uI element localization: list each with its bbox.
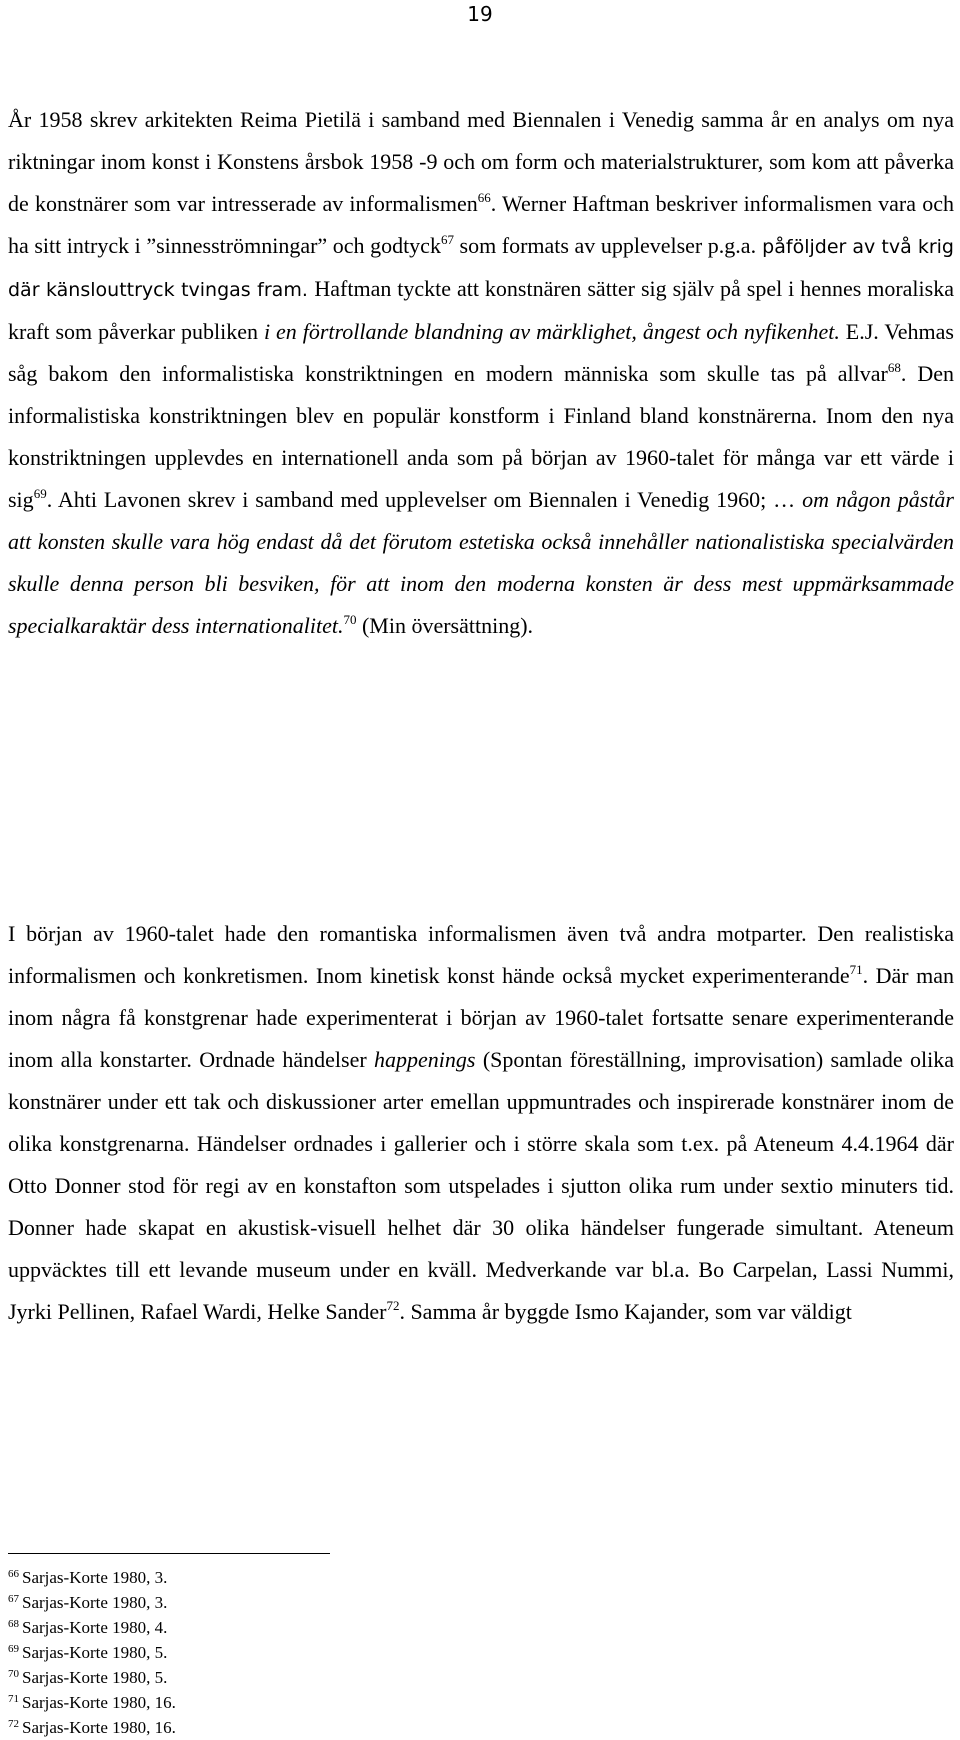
footnote-number: 71 <box>8 1693 19 1705</box>
body-paragraph-2 <box>8 913 954 1333</box>
text-run: . Samma år byggde Ismo Kajander, som var väldigt <box>399 1299 852 1324</box>
footnote-text: Sarjas-Korte 1980, 3. <box>22 1568 168 1587</box>
footnotes-list <box>8 1565 608 1740</box>
footnote-item <box>8 1590 608 1615</box>
text-run: E.J. Vehmas såg bakom den informalistiska konstriktningen en modern människa som skulle tas på allvar <box>8 319 954 386</box>
footnote-ref-71: 71 <box>849 962 863 977</box>
footnote-item <box>8 1715 608 1740</box>
text-run-italic: happenings <box>374 1047 476 1072</box>
footnote-separator <box>8 1553 330 1554</box>
footnote-item <box>8 1565 608 1590</box>
footnote-ref-68: 68 <box>887 360 901 375</box>
footnote-ref-66: 66 <box>477 190 491 205</box>
text-run-italic: i en förtrollande blandning av märklighet, ångest och nyfikenhet. <box>263 319 840 344</box>
text-run: . Där man inom några få konstgrenar hade experimenterat i början av 1960-talet fortsatte senare experimenterande inom alla konstarter. Ordnade händelser <box>8 963 954 1072</box>
page-number: 19 <box>467 2 493 26</box>
footnote-ref-69: 69 <box>33 486 47 501</box>
footnote-ref-67: 67 <box>440 232 454 247</box>
footnote-ref-70: 70 <box>343 612 357 627</box>
text-run: (Spontan föreställning, improvisation) samlade olika konstnärer under ett tak och diskussioner arter emellan uppmuntrades och inspirerade konstnärer inom de olika konstgrenarna. Händelser ordnades i gallerier och i större skala som t.ex. på Ateneum 4.4.1964 där Otto Donner stod för regi av en konstafton som utspelades i sjutton olika rum under sextio minuters tid. Donner hade skapat en akustisk-visuell helhet där 30 olika händelser fungerade simultant. Ateneum uppväcktes till ett levande museum under en kväll. Medverkande var bl.a. Bo Carpelan, Lassi Nummi, Jyrki Pellinen, Rafael Wardi, Helke Sander <box>8 1047 954 1324</box>
footnote-text: Sarjas-Korte 1980, 3. <box>22 1593 168 1612</box>
text-run: som formats av upplevelser p.g.a. <box>453 233 757 258</box>
text-run-sans: påföljder av två krig där känslouttryck tvingas fram. <box>8 236 954 301</box>
footnote-text: Sarjas-Korte 1980, 4. <box>22 1618 168 1637</box>
text-run: År 1958 skrev arkitekten Reima Pietilä i samband med Biennalen i Venedig samma år en analys om nya riktningar inom konst i Konstens årsbok 1958 -9 och om form och materialstrukturer, som kom att påverka de konstnärer som var intresserade av informalismen <box>8 107 954 216</box>
footnote-text: Sarjas-Korte 1980, 16. <box>22 1693 176 1712</box>
footnote-number: 70 <box>8 1668 19 1680</box>
footnote-number: 66 <box>8 1568 19 1580</box>
footnote-number: 68 <box>8 1618 19 1630</box>
footnote-text: Sarjas-Korte 1980, 16. <box>22 1718 176 1737</box>
text-run-italic: om någon påstår att konsten skulle vara hög endast då det förutom estetiska också innehåller nationalistiska specialvärden skulle denna person bli besviken, för att inom den moderna konsten är dess mest uppmärksammade specialkaraktär dess internationalitet. <box>8 487 954 638</box>
footnote-item <box>8 1690 608 1715</box>
body-paragraph-1 <box>8 99 954 647</box>
footnote-text: Sarjas-Korte 1980, 5. <box>22 1643 168 1662</box>
text-run: I början av 1960-talet hade den romantiska informalismen även två andra motparter. Den realistiska informalismen och konkretismen. Inom kinetisk konst hände också mycket experimenterande <box>8 921 954 988</box>
footnote-item <box>8 1665 608 1690</box>
text-run: . Den informalistiska konstriktningen blev en populär konstform i Finland bland konstnärerna. Inom den nya konstriktningen upplevdes en internationell anda som på början av 1960-talet för många var ett värde i sig <box>8 361 954 512</box>
footnote-item <box>8 1640 608 1665</box>
footnote-number: 67 <box>8 1593 19 1605</box>
text-run: . Werner Haftman beskriver informalismen vara och ha sitt intryck i ”sinnesströmningar” och godtyck <box>8 191 954 258</box>
text-run: Haftman tyckte att konstnären sätter sig själv på spel i hennes moraliska kraft som påverkar publiken <box>8 276 954 344</box>
text-run: (Min översättning). <box>356 613 534 638</box>
footnote-ref-72: 72 <box>386 1298 400 1313</box>
footnote-number: 72 <box>8 1718 19 1730</box>
footnote-item <box>8 1615 608 1640</box>
text-run: . Ahti Lavonen skrev i samband med upplevelser om Biennalen i Venedig 1960; … <box>46 487 803 512</box>
footnote-text: Sarjas-Korte 1980, 5. <box>22 1668 168 1687</box>
footnote-number: 69 <box>8 1643 19 1655</box>
